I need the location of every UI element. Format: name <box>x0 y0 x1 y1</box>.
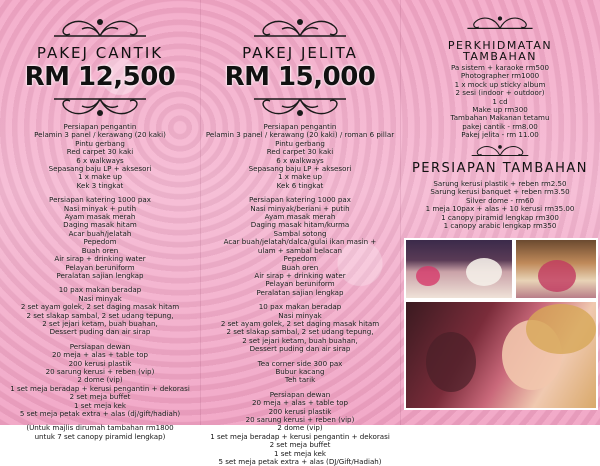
list-item: 1 cd <box>492 96 508 106</box>
list-item: Pelamin 3 panel / kerawang (20 kaki) / roman 6 pillar <box>205 130 395 140</box>
list-item: 2 set meja buffet <box>269 440 331 450</box>
list-item: 2 set slakap sambal, 2 set udang tepung, <box>26 310 174 320</box>
list-item: Red carpet 30 kaki <box>66 147 134 157</box>
persiapan-tambahan-title: PERSIAPAN TAMBAHAN <box>411 161 589 176</box>
list-item: 1 x mock up sticky album <box>454 79 546 89</box>
list-item: Pintu gerbang <box>275 138 325 148</box>
list-item: Nasi minyak <box>78 293 122 303</box>
list-item: 2 set ayam golek, 2 set daging masak hitam <box>20 302 180 312</box>
list-item: 1 set meja kek <box>273 448 327 458</box>
list-item: Ayam masak merah <box>64 212 136 222</box>
list-item: 5 set meja petak extra + alas (dj/gift/hadiah) <box>19 409 181 418</box>
list-item: 2 sesi (indoor + outdoor) <box>455 88 545 98</box>
list-item: 2 set meja buffet <box>69 392 131 402</box>
list-item: Teh tarik <box>284 375 316 385</box>
list-item: Daging masak hitam <box>63 220 137 230</box>
list-item: Pelayan beruniform <box>65 262 135 272</box>
ornament-top-icon <box>52 14 148 40</box>
list-item: Sambal sotong <box>273 228 327 238</box>
list-item: Pintu gerbang <box>75 138 125 148</box>
list-item: Pa sistem + karaoke rm500 <box>450 63 550 72</box>
list-item: 2 set slakap sambal, 2 set udang tepung, <box>226 327 374 337</box>
list-item: (Untuk majlis dirumah tambahan rm1800 <box>26 423 174 433</box>
list-item: Ayam masak merah <box>264 212 336 222</box>
ornament-bottom-icon <box>52 95 148 121</box>
list-item: 1 x make up <box>278 172 322 182</box>
list-item: 1 set meja beradap + kerusi pengantin + dekorasi <box>210 431 390 441</box>
list-item: Buah oren <box>81 245 119 255</box>
list-item: Tambahan Makanan tetamu <box>450 113 550 123</box>
list-item: Sepasang baju LP + aksesori <box>248 164 352 174</box>
list-item: Persiapan pengantin <box>263 122 337 131</box>
list-item: Dessert puding dan air sirap <box>249 344 351 354</box>
photo-dais-decoration <box>514 238 598 300</box>
list-item: Sepasang baju LP + aksesori <box>48 164 152 174</box>
list-item: Persiapan katering 1000 pax <box>249 195 351 205</box>
list-item: 2 set jejari ketam, buah buahan, <box>242 335 358 345</box>
list-item: Buah oren <box>281 262 319 272</box>
list-item: Persiapan pengantin <box>63 122 137 131</box>
list-item: pakej cantik - rm8.00 <box>462 121 538 131</box>
list-item: 1 canopy arabic lengkap rm350 <box>443 221 557 231</box>
list-item: 200 kerusi plastik <box>268 406 332 416</box>
pakej-cantik-price: RM 12,500 <box>24 62 176 92</box>
list-item: 2 dome (vip) <box>277 423 323 433</box>
list-item: Persiapan katering 1000 pax <box>49 195 151 205</box>
list-item: Pelayan beruniform <box>265 279 335 289</box>
list-item: Photographer rm1000 <box>460 71 540 81</box>
list-item: Nasi minyak <box>278 310 322 320</box>
list-item: Peralatan sajian lengkap <box>256 287 344 297</box>
pakej-cantik-title: PAKEJ CANTIK <box>36 44 164 62</box>
perkhidmatan-title-line2: TAMBAHAN <box>463 50 537 63</box>
list-item: Persiapan dewan <box>269 389 331 399</box>
list-item: Dessert puding dan air sirap <box>49 327 151 337</box>
ornament-divider-icon <box>466 142 534 158</box>
photo-bride-makeup <box>404 300 598 410</box>
list-item: Kek 6 tingkat <box>276 180 324 190</box>
list-item: 1 meja 10pax + alas + 10 kerusi rm35.00 <box>425 204 575 214</box>
list-item: 20 meja + alas + table top <box>252 398 348 408</box>
list-item: Pepedom <box>283 254 317 264</box>
list-item: Tea corner side 300 pax <box>257 358 343 368</box>
list-item: 1 canopy piramid lengkap rm300 <box>441 212 559 222</box>
list-item: Sarung kerusi banquet + reben rm3.50 <box>430 187 570 197</box>
list-item: Pepedom <box>83 237 117 247</box>
list-item: Daging masak hitam/kurma <box>250 220 350 230</box>
list-item: Bubur kacang <box>275 366 325 376</box>
list-item: Sarung kerusi plastik + reben rm2.50 <box>433 179 567 188</box>
list-item: 20 meja + alas + table top <box>52 350 148 360</box>
list-item: Persiapan dewan <box>69 341 131 351</box>
list-item: Pakej jelita - rm 11.00 <box>461 130 539 140</box>
list-item: Pelamin 3 panel / kerawang (20 kaki) <box>34 130 166 140</box>
pakej-jelita-price: RM 15,000 <box>224 62 376 92</box>
ornament-top-icon <box>466 12 534 32</box>
perkhidmatan-title-line1: PERKHIDMATAN <box>447 39 553 52</box>
list-item: Air sirap + drinking water <box>54 254 146 264</box>
list-item: 10 pax makan beradap <box>58 285 142 295</box>
list-item: Silver dome - rm60 <box>465 195 535 205</box>
list-item: 1 set meja kek <box>73 400 127 410</box>
list-item: Acar buah/jelatah <box>68 228 132 238</box>
list-item: ulam + sambal belacan <box>257 245 343 255</box>
list-item: Make up rm300 <box>472 105 528 115</box>
list-item: Acar buah/jelatah/dalca/gulai ikan masin + <box>223 237 377 247</box>
pakej-jelita-title: PAKEJ JELITA <box>242 44 358 62</box>
list-item: 2 set ayam golek, 2 set daging masak hitam <box>220 318 380 328</box>
list-item: Air sirap + drinking water <box>254 270 346 280</box>
perkhidmatan-list <box>400 64 600 140</box>
list-item: 10 pax makan beradap <box>258 302 342 312</box>
list-item: untuk 7 set canopy piramid lengkap) <box>34 431 166 441</box>
list-item: Nasi minyak + putih <box>63 203 137 213</box>
list-item: 20 sarung kerusi + reben (vip) <box>45 366 155 376</box>
ornament-top-icon <box>252 14 348 40</box>
list-item: 200 kerusi plastik <box>68 358 132 368</box>
list-item: 6 x walkways <box>276 155 324 165</box>
list-item: 2 set jejari ketam, buah buahan, <box>42 318 158 328</box>
list-item: 1 set meja beradap + kerusi pengantin + dekorasi <box>10 383 190 393</box>
list-item: Kek 3 tingkat <box>76 180 124 190</box>
list-item: 6 x walkways <box>76 155 124 165</box>
list-item: 5 set meja petak extra + alas (DJ/Gift/Hadiah) <box>218 457 382 466</box>
list-item: Peralatan sajian lengkap <box>56 270 144 280</box>
ornament-bottom-icon <box>252 95 348 121</box>
list-item: Nasi minyak/beriani + putih <box>250 203 350 213</box>
photo-wedding-stage <box>404 238 514 300</box>
list-item: Red carpet 30 kaki <box>266 147 334 157</box>
list-item: 1 x make up <box>78 172 122 182</box>
pakej-jelita-list <box>200 123 400 466</box>
list-item: 2 dome (vip) <box>77 375 123 385</box>
pakej-cantik-list <box>0 123 200 441</box>
persiapan-tambahan-list <box>400 180 600 230</box>
list-item: 20 sarung kerusi + reben (vip) <box>245 415 355 424</box>
